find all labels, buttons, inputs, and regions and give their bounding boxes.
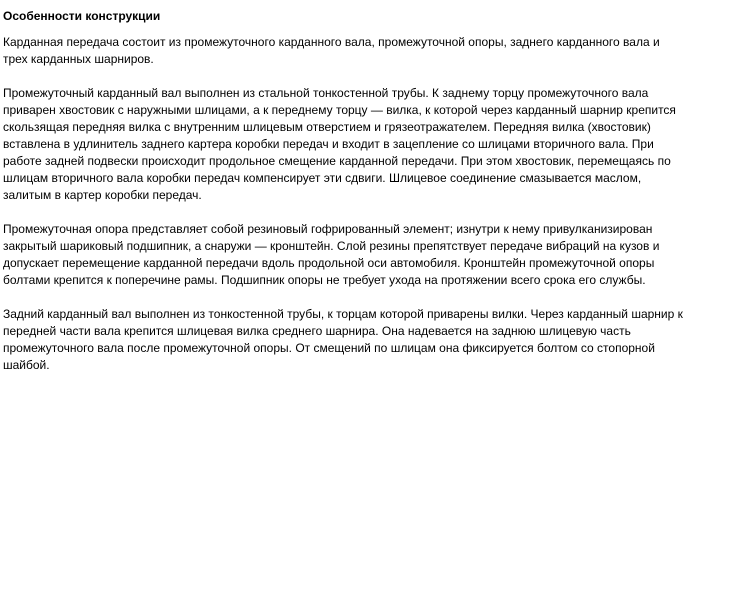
paragraph-line: Промежуточная опора представляет собой резиновый гофрированный элемент; изнутри к нему привулканизирован [3, 222, 653, 236]
paragraph-line: Карданная передача состоит из промежуточного карданного вала, промежуточной опоры, заднего карданного вала и [3, 35, 660, 49]
paragraph-line: Промежуточный карданный вал выполнен из стальной тонкостенной трубы. К заднему торцу промежуточного вала [3, 86, 649, 100]
paragraph-intermediate-shaft [3, 85, 748, 204]
paragraph-line: трех карданных шарниров. [3, 52, 154, 66]
article [3, 0, 748, 374]
paragraph-line: скользящая передняя вилка с внутренним шлицевым отверстием и грязеотражателем. Передняя вилка (хвостовик) [3, 120, 651, 134]
paragraph-intermediate-support [3, 221, 748, 289]
paragraph-line: Задний карданный вал выполнен из тонкостенной трубы, к торцам которой приварены вилки. Через карданный шарнир к [3, 307, 683, 321]
paragraph-line: закрытый шариковый подшипник, а снаружи — кронштейн. Слой резины препятствует передаче вибраций на кузов и [3, 239, 660, 253]
paragraph-line: шлицам вторичного вала коробки передач компенсирует эти сдвиги. Шлицевое соединение смазывается маслом, [3, 171, 642, 185]
paragraph-line: залитым в картер коробки передач. [3, 188, 202, 202]
paragraph-line: приварен хвостовик с наружными шлицами, а к переднему торцу — вилка, к которой через карданный шарнир крепится [3, 103, 676, 117]
paragraph-line: работе задней подвески происходит продольное смещение карданной передачи. При этом хвостовик, перемещаясь по [3, 154, 671, 168]
paragraph-overview [3, 34, 748, 68]
paragraph-line: передней части вала крепится шлицевая вилка среднего шарнира. Она надевается на заднюю шлицевую часть [3, 324, 631, 338]
paragraph-line: допускает перемещение карданной передачи вдоль продольной оси автомобиля. Кронштейн промежуточной опоры [3, 256, 655, 270]
article-title: Особенности конструкции [3, 9, 161, 23]
paragraph-line: промежуточного вала после промежуточной опоры. От смещений по шлицам она фиксируется болтом со стопорной [3, 341, 655, 355]
paragraph-line: шайбой. [3, 358, 50, 372]
paragraph-line: вставлена в удлинитель заднего картера коробки передач и входит в зацепление со шлицами вторичного вала. При [3, 137, 654, 151]
paragraph-line: болтами крепится к поперечине рамы. Подшипник опоры не требует ухода на протяжении всего срока его службы. [3, 273, 646, 287]
paragraph-rear-shaft [3, 306, 748, 374]
